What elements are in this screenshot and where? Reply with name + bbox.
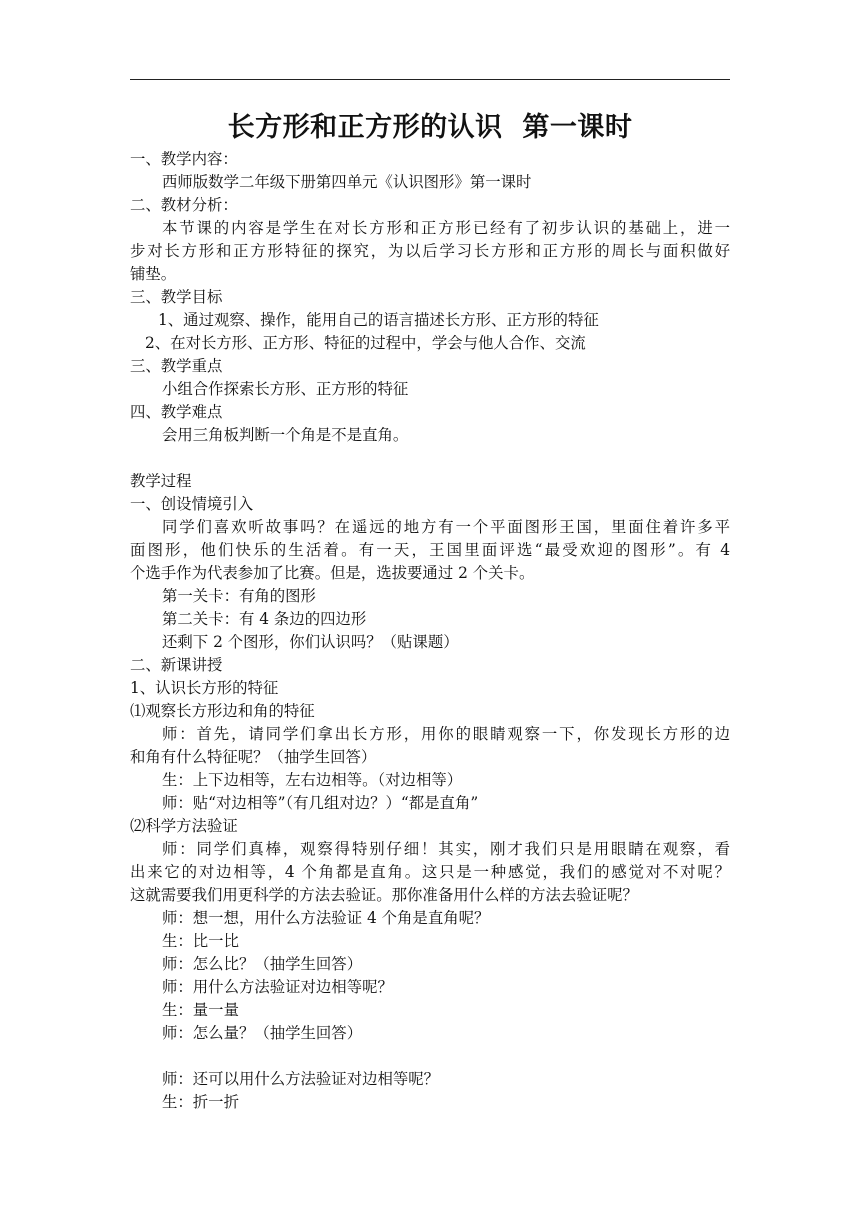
- intro-line: 面图形，他们快乐的生活着。有一天，王国里面评选“最受欢迎的图形”。有 4: [130, 541, 730, 559]
- key-points-text: 小组合作探索长方形、正方形的特征: [162, 380, 409, 398]
- content-text: 西师版数学二年级下册第四单元《认识图形》第一课时: [162, 173, 532, 191]
- process-heading: 教学过程: [130, 472, 192, 490]
- teacher-line: 师：还可以用什么方法验证对边相等呢？: [162, 1070, 440, 1088]
- point-heading: ⑵科学方法验证: [130, 817, 238, 835]
- header-rule: [130, 79, 730, 80]
- document-body: [130, 148, 730, 1114]
- new-lesson-heading: 二、新课讲授: [130, 656, 223, 674]
- goal-item: 1、通过观察、操作，能用自己的语言描述长方形、正方形的特征: [158, 311, 599, 329]
- teacher-line: 师：首先，请同学们拿出长方形，用你的眼睛观察一下，你发现长方形的边: [162, 725, 730, 743]
- student-line: 生：量一量: [162, 1001, 239, 1019]
- teacher-line: 师：怎么比？（抽学生回答）: [162, 955, 363, 973]
- teacher-line: 这就需要我们用更科学的方法去验证。那你准备用什么样的方法去验证呢？: [130, 886, 638, 904]
- teacher-line: 和角有什么特征呢？（抽学生回答）: [130, 748, 377, 766]
- section-heading-analysis: 二、教材分析：: [130, 196, 238, 214]
- section-heading-content: 一、教学内容：: [130, 150, 238, 168]
- intro-heading: 一、创设情境引入: [130, 495, 254, 513]
- level-one-text: 第一关卡：有角的图形: [162, 587, 316, 605]
- intro-line: 个选手作为代表参加了比赛。但是，选拔要通过 2 个关卡。: [130, 564, 535, 582]
- intro-line: 同学们喜欢听故事吗？在遥远的地方有一个平面图形王国，里面住着许多平: [162, 518, 730, 536]
- teacher-line: 师：想一想，用什么方法验证 4 个角是直角呢？: [162, 909, 490, 927]
- teacher-line: 出来它的对边相等，4 个角都是直角。这只是一种感觉，我们的感觉对不对呢？: [130, 863, 730, 881]
- teacher-line: 师：贴“对边相等”（有几组对边？）“都是直角”: [162, 794, 479, 812]
- teacher-line: 师：同学们真棒，观察得特别仔细！其实，刚才我们只是用眼睛在观察，看: [162, 840, 730, 858]
- student-line: 生：比一比: [162, 932, 239, 950]
- level-two-text: 第二关卡：有 4 条边的四边形: [162, 610, 367, 628]
- section-heading-difficulty: 四、教学难点: [130, 403, 223, 421]
- student-line: 生：上下边相等，左右边相等。（对边相等）: [162, 771, 463, 789]
- difficulty-text: 会用三角板判断一个角是不是直角。: [162, 426, 409, 444]
- section-heading-key-points: 三、教学重点: [130, 357, 223, 375]
- analysis-line: 铺垫。: [130, 265, 177, 283]
- blank-line: [130, 1045, 730, 1068]
- point-heading: ⑴观察长方形边和角的特征: [130, 702, 315, 720]
- analysis-line: 步对长方形和正方形特征的探究，为以后学习长方形和正方形的周长与面积做好: [130, 242, 730, 260]
- page-title: 长方形和正方形的认识 第一课时: [227, 112, 633, 143]
- remaining-text: 还剩下 2 个图形，你们认识吗？（贴课题）: [162, 633, 459, 651]
- student-line: 生：折一折: [162, 1093, 239, 1111]
- subsection-heading: 1、认识长方形的特征: [130, 679, 279, 697]
- goal-item: 2、在对长方形、正方形、特征的过程中，学会与他人合作、交流: [145, 334, 586, 352]
- blank-line: [130, 447, 730, 470]
- teacher-line: 师：用什么方法验证对边相等呢？: [162, 978, 393, 996]
- teacher-line: 师：怎么量？（抽学生回答）: [162, 1024, 363, 1042]
- analysis-line: 本节课的内容是学生在对长方形和正方形已经有了初步认识的基础上，进一: [162, 219, 730, 237]
- section-heading-goals: 三、教学目标: [130, 288, 223, 306]
